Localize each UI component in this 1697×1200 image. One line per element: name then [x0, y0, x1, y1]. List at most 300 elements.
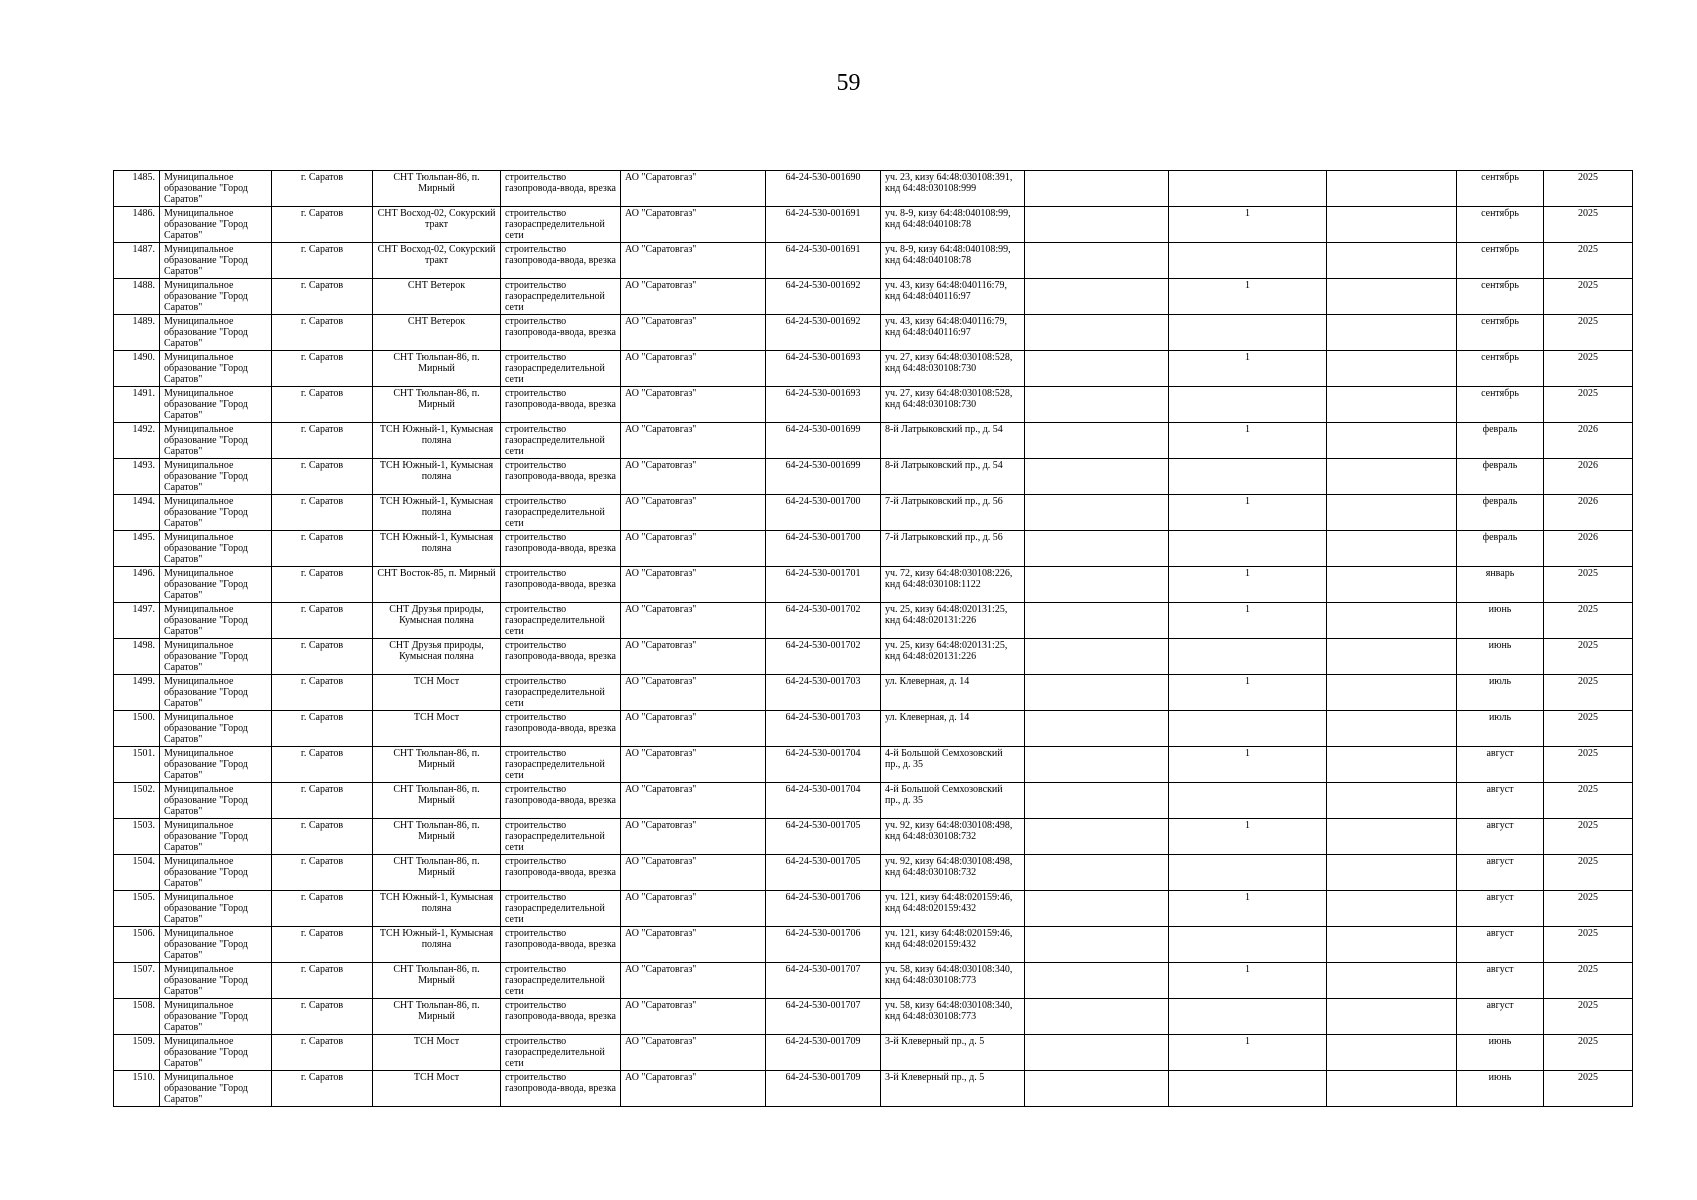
- cell-column-11: [1327, 855, 1457, 891]
- cell-column-11: [1327, 1035, 1457, 1071]
- cell-city: г. Саратов: [272, 387, 373, 423]
- cell-settlement: СНТ Тюльпан-86, п. Мирный: [373, 855, 501, 891]
- cell-address: ул. Клеверная, д. 14: [881, 711, 1025, 747]
- cell-address: уч. 121, кизу 64:48:020159:46, кнд 64:48:020159:432: [881, 927, 1025, 963]
- cell-row-number: 1503.: [114, 819, 160, 855]
- cell-city: г. Саратов: [272, 1071, 373, 1107]
- cell-column-9: [1025, 603, 1169, 639]
- table-row: [114, 675, 1633, 711]
- cell-settlement: СНТ Ветерок: [373, 315, 501, 351]
- cell-column-10-count: [1169, 855, 1327, 891]
- cell-work-type: строительство газораспределительной сети: [501, 207, 621, 243]
- cell-work-type: строительство газораспределительной сети: [501, 675, 621, 711]
- cell-object-code: 64-24-530-001702: [766, 603, 881, 639]
- cell-year: 2026: [1544, 531, 1633, 567]
- cell-column-11: [1327, 243, 1457, 279]
- cell-column-10-count: 1: [1169, 423, 1327, 459]
- cell-column-9: [1025, 747, 1169, 783]
- cell-work-type: строительство газораспределительной сети: [501, 495, 621, 531]
- cell-object-code: 64-24-530-001691: [766, 243, 881, 279]
- cell-year: 2025: [1544, 783, 1633, 819]
- cell-organization: АО "Саратовгаз": [621, 891, 766, 927]
- cell-city: г. Саратов: [272, 891, 373, 927]
- cell-month: февраль: [1457, 531, 1544, 567]
- cell-address: 4-й Большой Семхозовский пр., д. 35: [881, 783, 1025, 819]
- cell-year: 2025: [1544, 603, 1633, 639]
- cell-address: 7-й Латрыковский пр., д. 56: [881, 531, 1025, 567]
- cell-row-number: 1491.: [114, 387, 160, 423]
- table-row: [114, 819, 1633, 855]
- cell-object-code: 64-24-530-001700: [766, 495, 881, 531]
- cell-column-11: [1327, 711, 1457, 747]
- cell-row-number: 1499.: [114, 675, 160, 711]
- cell-city: г. Саратов: [272, 999, 373, 1035]
- cell-city: г. Саратов: [272, 207, 373, 243]
- cell-column-11: [1327, 639, 1457, 675]
- cell-settlement: СНТ Восход-02, Сокурский тракт: [373, 207, 501, 243]
- cell-month: сентябрь: [1457, 171, 1544, 207]
- cell-year: 2025: [1544, 963, 1633, 999]
- cell-work-type: строительство газопровода-ввода, врезка: [501, 531, 621, 567]
- cell-row-number: 1495.: [114, 531, 160, 567]
- cell-object-code: 64-24-530-001704: [766, 747, 881, 783]
- cell-municipality: Муниципальное образование "Город Саратов": [160, 171, 272, 207]
- cell-settlement: СНТ Ветерок: [373, 279, 501, 315]
- cell-column-10-count: [1169, 531, 1327, 567]
- cell-column-9: [1025, 927, 1169, 963]
- cell-municipality: Муниципальное образование "Город Саратов": [160, 927, 272, 963]
- cell-organization: АО "Саратовгаз": [621, 243, 766, 279]
- cell-column-11: [1327, 747, 1457, 783]
- cell-column-10-count: 1: [1169, 963, 1327, 999]
- table-row: [114, 567, 1633, 603]
- table-row: [114, 279, 1633, 315]
- cell-organization: АО "Саратовгаз": [621, 171, 766, 207]
- cell-column-10-count: [1169, 171, 1327, 207]
- cell-year: 2025: [1544, 351, 1633, 387]
- cell-address: уч. 25, кизу 64:48:020131:25, кнд 64:48:020131:226: [881, 603, 1025, 639]
- cell-address: 8-й Латрыковский пр., д. 54: [881, 459, 1025, 495]
- cell-organization: АО "Саратовгаз": [621, 567, 766, 603]
- cell-year: 2025: [1544, 675, 1633, 711]
- cell-work-type: строительство газопровода-ввода, врезка: [501, 1071, 621, 1107]
- cell-object-code: 64-24-530-001691: [766, 207, 881, 243]
- cell-city: г. Саратов: [272, 639, 373, 675]
- cell-municipality: Муниципальное образование "Город Саратов": [160, 603, 272, 639]
- cell-month: февраль: [1457, 495, 1544, 531]
- cell-municipality: Муниципальное образование "Город Саратов": [160, 1071, 272, 1107]
- cell-column-10-count: 1: [1169, 207, 1327, 243]
- cell-organization: АО "Саратовгаз": [621, 819, 766, 855]
- table-row: [114, 891, 1633, 927]
- table-row: [114, 639, 1633, 675]
- cell-column-10-count: [1169, 927, 1327, 963]
- cell-address: уч. 8-9, кизу 64:48:040108:99, кнд 64:48:040108:78: [881, 243, 1025, 279]
- cell-work-type: строительство газопровода-ввода, врезка: [501, 855, 621, 891]
- table-row: [114, 603, 1633, 639]
- cell-city: г. Саратов: [272, 711, 373, 747]
- cell-year: 2025: [1544, 1071, 1633, 1107]
- cell-organization: АО "Саратовгаз": [621, 279, 766, 315]
- cell-organization: АО "Саратовгаз": [621, 423, 766, 459]
- cell-address: уч. 25, кизу 64:48:020131:25, кнд 64:48:020131:226: [881, 639, 1025, 675]
- cell-month: июнь: [1457, 603, 1544, 639]
- table-row: [114, 423, 1633, 459]
- cell-municipality: Муниципальное образование "Город Саратов": [160, 495, 272, 531]
- cell-settlement: СНТ Тюльпан-86, п. Мирный: [373, 171, 501, 207]
- cell-settlement: СНТ Тюльпан-86, п. Мирный: [373, 963, 501, 999]
- cell-column-9: [1025, 423, 1169, 459]
- cell-organization: АО "Саратовгаз": [621, 1035, 766, 1071]
- cell-row-number: 1492.: [114, 423, 160, 459]
- cell-organization: АО "Саратовгаз": [621, 351, 766, 387]
- cell-object-code: 64-24-530-001705: [766, 855, 881, 891]
- cell-settlement: ТСН Мост: [373, 711, 501, 747]
- cell-column-9: [1025, 531, 1169, 567]
- cell-column-9: [1025, 279, 1169, 315]
- cell-object-code: 64-24-530-001709: [766, 1035, 881, 1071]
- cell-work-type: строительство газопровода-ввода, врезка: [501, 927, 621, 963]
- cell-column-9: [1025, 495, 1169, 531]
- cell-column-9: [1025, 567, 1169, 603]
- cell-column-11: [1327, 315, 1457, 351]
- table-row: [114, 963, 1633, 999]
- cell-month: сентябрь: [1457, 387, 1544, 423]
- cell-year: 2025: [1544, 999, 1633, 1035]
- cell-object-code: 64-24-530-001693: [766, 387, 881, 423]
- cell-year: 2026: [1544, 495, 1633, 531]
- table-row: [114, 171, 1633, 207]
- cell-row-number: 1498.: [114, 639, 160, 675]
- cell-column-11: [1327, 459, 1457, 495]
- cell-organization: АО "Саратовгаз": [621, 639, 766, 675]
- table-row: [114, 387, 1633, 423]
- cell-column-9: [1025, 819, 1169, 855]
- cell-work-type: строительство газораспределительной сети: [501, 747, 621, 783]
- cell-month: август: [1457, 927, 1544, 963]
- cell-work-type: строительство газопровода-ввода, врезка: [501, 459, 621, 495]
- cell-column-11: [1327, 891, 1457, 927]
- cell-object-code: 64-24-530-001701: [766, 567, 881, 603]
- table-row: [114, 459, 1633, 495]
- cell-column-10-count: [1169, 711, 1327, 747]
- cell-column-10-count: 1: [1169, 279, 1327, 315]
- cell-column-11: [1327, 603, 1457, 639]
- cell-object-code: 64-24-530-001699: [766, 459, 881, 495]
- cell-row-number: 1494.: [114, 495, 160, 531]
- cell-municipality: Муниципальное образование "Город Саратов": [160, 423, 272, 459]
- cell-address: 3-й Клеверный пр., д. 5: [881, 1071, 1025, 1107]
- cell-address: ул. Клеверная, д. 14: [881, 675, 1025, 711]
- cell-work-type: строительство газораспределительной сети: [501, 891, 621, 927]
- cell-municipality: Муниципальное образование "Город Саратов": [160, 963, 272, 999]
- cell-city: г. Саратов: [272, 927, 373, 963]
- cell-settlement: СНТ Тюльпан-86, п. Мирный: [373, 351, 501, 387]
- table-row: [114, 783, 1633, 819]
- cell-work-type: строительство газопровода-ввода, врезка: [501, 171, 621, 207]
- cell-municipality: Муниципальное образование "Город Саратов": [160, 315, 272, 351]
- cell-column-11: [1327, 423, 1457, 459]
- cell-column-10-count: [1169, 387, 1327, 423]
- cell-organization: АО "Саратовгаз": [621, 675, 766, 711]
- cell-municipality: Муниципальное образование "Город Саратов": [160, 351, 272, 387]
- cell-month: июнь: [1457, 1071, 1544, 1107]
- cell-address: уч. 8-9, кизу 64:48:040108:99, кнд 64:48:040108:78: [881, 207, 1025, 243]
- table-row: [114, 1035, 1633, 1071]
- cell-municipality: Муниципальное образование "Город Саратов": [160, 567, 272, 603]
- cell-address: уч. 92, кизу 64:48:030108:498, кнд 64:48:030108:732: [881, 819, 1025, 855]
- cell-address: 4-й Большой Семхозовский пр., д. 35: [881, 747, 1025, 783]
- table-row: [114, 711, 1633, 747]
- cell-row-number: 1509.: [114, 1035, 160, 1071]
- cell-work-type: строительство газораспределительной сети: [501, 423, 621, 459]
- cell-month: февраль: [1457, 423, 1544, 459]
- cell-settlement: ТСН Мост: [373, 1035, 501, 1071]
- table-body: [114, 171, 1633, 1107]
- cell-column-11: [1327, 675, 1457, 711]
- cell-organization: АО "Саратовгаз": [621, 387, 766, 423]
- cell-city: г. Саратов: [272, 459, 373, 495]
- registry-table: [113, 170, 1633, 1107]
- cell-column-9: [1025, 387, 1169, 423]
- cell-row-number: 1501.: [114, 747, 160, 783]
- cell-row-number: 1510.: [114, 1071, 160, 1107]
- cell-settlement: СНТ Тюльпан-86, п. Мирный: [373, 819, 501, 855]
- cell-city: г. Саратов: [272, 351, 373, 387]
- cell-address: уч. 23, кизу 64:48:030108:391, кнд 64:48:030108:999: [881, 171, 1025, 207]
- cell-municipality: Муниципальное образование "Город Саратов": [160, 999, 272, 1035]
- cell-work-type: строительство газопровода-ввода, врезка: [501, 567, 621, 603]
- cell-city: г. Саратов: [272, 1035, 373, 1071]
- cell-object-code: 64-24-530-001704: [766, 783, 881, 819]
- cell-column-10-count: [1169, 639, 1327, 675]
- cell-row-number: 1502.: [114, 783, 160, 819]
- cell-year: 2026: [1544, 459, 1633, 495]
- cell-column-11: [1327, 819, 1457, 855]
- cell-settlement: СНТ Восход-02, Сокурский тракт: [373, 243, 501, 279]
- cell-column-10-count: 1: [1169, 747, 1327, 783]
- cell-work-type: строительство газопровода-ввода, врезка: [501, 315, 621, 351]
- cell-month: июль: [1457, 711, 1544, 747]
- cell-column-10-count: 1: [1169, 675, 1327, 711]
- cell-column-9: [1025, 171, 1169, 207]
- cell-year: 2025: [1544, 207, 1633, 243]
- cell-year: 2025: [1544, 243, 1633, 279]
- table-row: [114, 495, 1633, 531]
- cell-month: январь: [1457, 567, 1544, 603]
- cell-column-11: [1327, 495, 1457, 531]
- cell-work-type: строительство газораспределительной сети: [501, 351, 621, 387]
- cell-municipality: Муниципальное образование "Город Саратов": [160, 639, 272, 675]
- cell-city: г. Саратов: [272, 171, 373, 207]
- cell-object-code: 64-24-530-001700: [766, 531, 881, 567]
- cell-column-9: [1025, 1035, 1169, 1071]
- cell-settlement: СНТ Тюльпан-86, п. Мирный: [373, 387, 501, 423]
- cell-column-11: [1327, 207, 1457, 243]
- cell-month: август: [1457, 855, 1544, 891]
- cell-work-type: строительство газопровода-ввода, врезка: [501, 999, 621, 1035]
- cell-row-number: 1488.: [114, 279, 160, 315]
- cell-year: 2025: [1544, 315, 1633, 351]
- cell-work-type: строительство газопровода-ввода, врезка: [501, 783, 621, 819]
- cell-column-11: [1327, 387, 1457, 423]
- cell-month: сентябрь: [1457, 351, 1544, 387]
- cell-organization: АО "Саратовгаз": [621, 1071, 766, 1107]
- cell-month: июнь: [1457, 1035, 1544, 1071]
- cell-organization: АО "Саратовгаз": [621, 531, 766, 567]
- page-number: 59: [836, 70, 861, 96]
- cell-column-11: [1327, 999, 1457, 1035]
- cell-settlement: СНТ Друзья природы, Кумысная поляна: [373, 603, 501, 639]
- cell-organization: АО "Саратовгаз": [621, 711, 766, 747]
- cell-address: уч. 27, кизу 64:48:030108:528, кнд 64:48:030108:730: [881, 351, 1025, 387]
- cell-month: февраль: [1457, 459, 1544, 495]
- cell-organization: АО "Саратовгаз": [621, 747, 766, 783]
- cell-organization: АО "Саратовгаз": [621, 783, 766, 819]
- cell-settlement: СНТ Тюльпан-86, п. Мирный: [373, 999, 501, 1035]
- cell-city: г. Саратов: [272, 783, 373, 819]
- cell-address: 3-й Клеверный пр., д. 5: [881, 1035, 1025, 1071]
- cell-row-number: 1497.: [114, 603, 160, 639]
- cell-row-number: 1493.: [114, 459, 160, 495]
- cell-column-10-count: 1: [1169, 567, 1327, 603]
- cell-organization: АО "Саратовгаз": [621, 603, 766, 639]
- cell-municipality: Муниципальное образование "Город Саратов": [160, 531, 272, 567]
- cell-work-type: строительство газораспределительной сети: [501, 963, 621, 999]
- cell-city: г. Саратов: [272, 603, 373, 639]
- cell-city: г. Саратов: [272, 315, 373, 351]
- cell-column-10-count: [1169, 459, 1327, 495]
- cell-settlement: СНТ Тюльпан-86, п. Мирный: [373, 747, 501, 783]
- cell-column-9: [1025, 891, 1169, 927]
- cell-column-9: [1025, 315, 1169, 351]
- cell-address: уч. 92, кизу 64:48:030108:498, кнд 64:48:030108:732: [881, 855, 1025, 891]
- cell-column-9: [1025, 963, 1169, 999]
- cell-settlement: ТСН Мост: [373, 1071, 501, 1107]
- cell-row-number: 1489.: [114, 315, 160, 351]
- cell-month: июнь: [1457, 639, 1544, 675]
- cell-address: уч. 27, кизу 64:48:030108:528, кнд 64:48:030108:730: [881, 387, 1025, 423]
- cell-organization: АО "Саратовгаз": [621, 315, 766, 351]
- cell-row-number: 1496.: [114, 567, 160, 603]
- cell-object-code: 64-24-530-001699: [766, 423, 881, 459]
- table-row: [114, 999, 1633, 1035]
- cell-month: август: [1457, 747, 1544, 783]
- cell-municipality: Муниципальное образование "Город Саратов": [160, 1035, 272, 1071]
- cell-row-number: 1500.: [114, 711, 160, 747]
- cell-row-number: 1505.: [114, 891, 160, 927]
- cell-address: уч. 43, кизу 64:48:040116:79, кнд 64:48:040116:97: [881, 315, 1025, 351]
- table-row: [114, 243, 1633, 279]
- cell-city: г. Саратов: [272, 819, 373, 855]
- cell-work-type: строительство газораспределительной сети: [501, 603, 621, 639]
- cell-column-9: [1025, 351, 1169, 387]
- cell-column-11: [1327, 1071, 1457, 1107]
- cell-object-code: 64-24-530-001690: [766, 171, 881, 207]
- cell-column-9: [1025, 639, 1169, 675]
- cell-settlement: СНТ Восток-85, п. Мирный: [373, 567, 501, 603]
- cell-organization: АО "Саратовгаз": [621, 963, 766, 999]
- cell-column-10-count: 1: [1169, 819, 1327, 855]
- cell-column-10-count: 1: [1169, 351, 1327, 387]
- cell-municipality: Муниципальное образование "Город Саратов": [160, 747, 272, 783]
- cell-column-10-count: 1: [1169, 891, 1327, 927]
- cell-year: 2025: [1544, 639, 1633, 675]
- cell-row-number: 1490.: [114, 351, 160, 387]
- cell-object-code: 64-24-530-001693: [766, 351, 881, 387]
- cell-column-11: [1327, 567, 1457, 603]
- cell-work-type: строительство газопровода-ввода, врезка: [501, 243, 621, 279]
- cell-city: г. Саратов: [272, 855, 373, 891]
- cell-address: 7-й Латрыковский пр., д. 56: [881, 495, 1025, 531]
- cell-column-10-count: 1: [1169, 1035, 1327, 1071]
- cell-municipality: Муниципальное образование "Город Саратов": [160, 279, 272, 315]
- cell-city: г. Саратов: [272, 423, 373, 459]
- cell-year: 2025: [1544, 711, 1633, 747]
- cell-object-code: 64-24-530-001705: [766, 819, 881, 855]
- cell-column-9: [1025, 243, 1169, 279]
- cell-column-9: [1025, 459, 1169, 495]
- table-row: [114, 351, 1633, 387]
- cell-work-type: строительство газопровода-ввода, врезка: [501, 711, 621, 747]
- cell-address: уч. 121, кизу 64:48:020159:46, кнд 64:48:020159:432: [881, 891, 1025, 927]
- cell-object-code: 64-24-530-001706: [766, 891, 881, 927]
- cell-year: 2025: [1544, 279, 1633, 315]
- cell-month: сентябрь: [1457, 207, 1544, 243]
- cell-work-type: строительство газораспределительной сети: [501, 1035, 621, 1071]
- cell-settlement: ТСН Южный-1, Кумысная поляна: [373, 459, 501, 495]
- cell-month: август: [1457, 963, 1544, 999]
- cell-municipality: Муниципальное образование "Город Саратов": [160, 855, 272, 891]
- cell-organization: АО "Саратовгаз": [621, 495, 766, 531]
- cell-column-10-count: [1169, 783, 1327, 819]
- cell-column-10-count: 1: [1169, 495, 1327, 531]
- cell-municipality: Муниципальное образование "Город Саратов": [160, 891, 272, 927]
- cell-column-9: [1025, 999, 1169, 1035]
- cell-column-11: [1327, 927, 1457, 963]
- cell-column-9: [1025, 675, 1169, 711]
- cell-settlement: ТСН Южный-1, Кумысная поляна: [373, 531, 501, 567]
- cell-object-code: 64-24-530-001709: [766, 1071, 881, 1107]
- cell-year: 2026: [1544, 423, 1633, 459]
- cell-work-type: строительство газопровода-ввода, врезка: [501, 387, 621, 423]
- cell-row-number: 1486.: [114, 207, 160, 243]
- cell-month: сентябрь: [1457, 315, 1544, 351]
- table-row: [114, 747, 1633, 783]
- cell-work-type: строительство газораспределительной сети: [501, 279, 621, 315]
- cell-column-11: [1327, 783, 1457, 819]
- cell-column-11: [1327, 171, 1457, 207]
- cell-year: 2025: [1544, 747, 1633, 783]
- cell-month: август: [1457, 783, 1544, 819]
- cell-address: уч. 58, кизу 64:48:030108:340, кнд 64:48:030108:773: [881, 999, 1025, 1035]
- table-row: [114, 531, 1633, 567]
- cell-organization: АО "Саратовгаз": [621, 855, 766, 891]
- cell-address: уч. 43, кизу 64:48:040116:79, кнд 64:48:040116:97: [881, 279, 1025, 315]
- cell-object-code: 64-24-530-001692: [766, 279, 881, 315]
- table-row: [114, 927, 1633, 963]
- cell-municipality: Муниципальное образование "Город Саратов": [160, 675, 272, 711]
- cell-column-11: [1327, 279, 1457, 315]
- cell-column-9: [1025, 1071, 1169, 1107]
- cell-settlement: ТСН Мост: [373, 675, 501, 711]
- cell-column-11: [1327, 963, 1457, 999]
- cell-city: г. Саратов: [272, 567, 373, 603]
- cell-address: уч. 72, кизу 64:48:030108:226, кнд 64:48:030108:1122: [881, 567, 1025, 603]
- cell-city: г. Саратов: [272, 963, 373, 999]
- cell-municipality: Муниципальное образование "Город Саратов": [160, 819, 272, 855]
- cell-year: 2025: [1544, 1035, 1633, 1071]
